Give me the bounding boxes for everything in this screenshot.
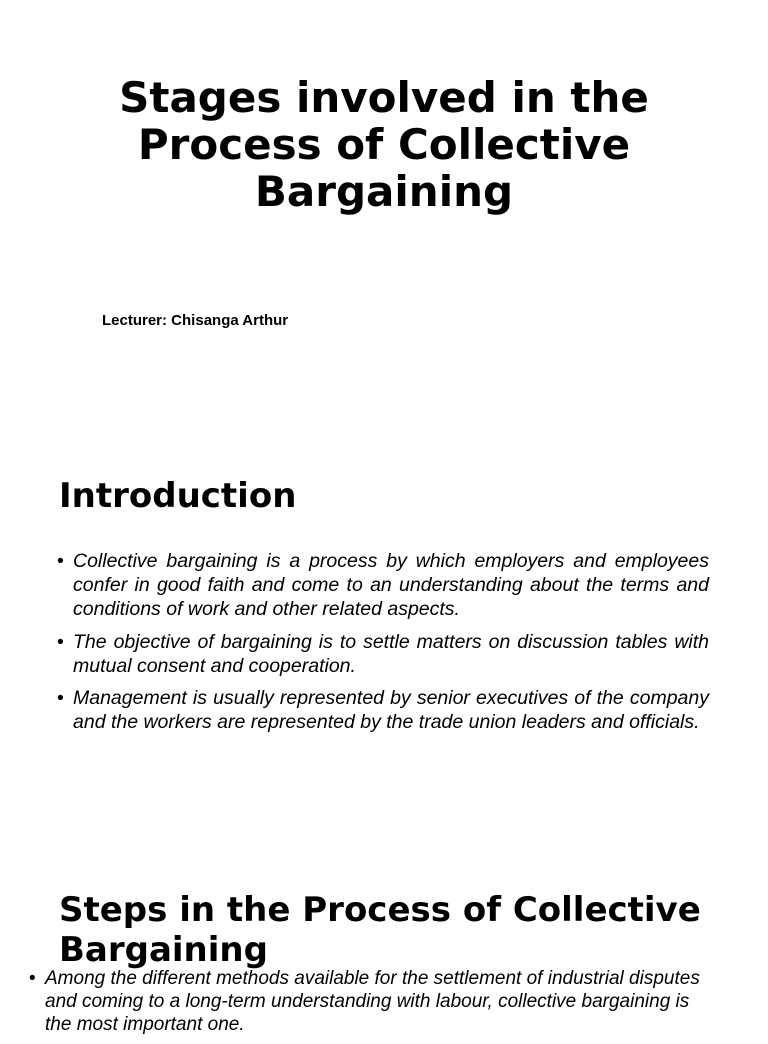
bullet-text: The objective of bargaining is to settle matters on discussion tables with mutual consent and cooperation.	[73, 630, 709, 677]
introduction-heading: Introduction	[59, 476, 297, 516]
lecturer-name: Lecturer: Chisanga Arthur	[102, 312, 289, 329]
presentation-title: Stages involved in the Process of Collective Bargaining	[119, 73, 649, 216]
title-slide	[0, 0, 768, 440]
list-item	[29, 967, 709, 1036]
steps-bullet-list	[29, 967, 709, 1044]
bullet-text: Among the different methods available for the settlement of industrial disputes and coming to a long-term understanding with labour, collective bargaining is the most important one.	[45, 968, 700, 1035]
bullet-icon: •	[29, 968, 36, 989]
introduction-bullet-list	[57, 549, 709, 742]
list-item	[57, 630, 709, 678]
list-item	[57, 549, 709, 622]
bullet-text: Collective bargaining is a process by which employers and employees confer in good faith and come to an understanding about the terms and conditions of work and other related aspects.	[73, 550, 709, 621]
bullet-icon: •	[57, 630, 64, 653]
steps-slide	[0, 860, 768, 1035]
list-item	[57, 686, 709, 734]
bullet-text: Management is usually represented by senior executives of the company and the workers are represented by the trade union leaders and officials.	[73, 687, 709, 734]
bullet-icon: •	[57, 550, 64, 572]
bullet-icon: •	[57, 687, 64, 710]
introduction-slide	[0, 440, 768, 860]
steps-heading: Steps in the Process of Collective Bargaining	[59, 890, 701, 970]
